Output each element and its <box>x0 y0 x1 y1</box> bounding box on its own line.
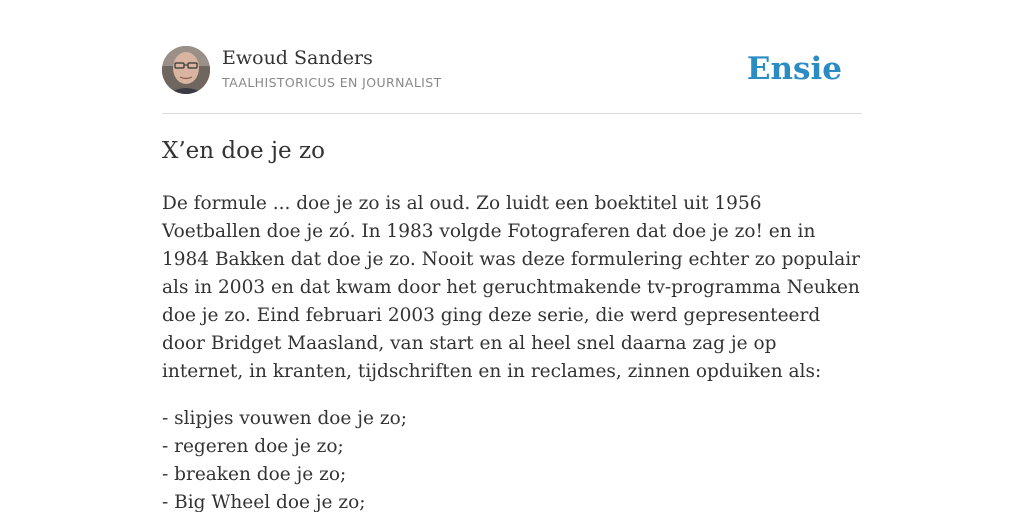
avatar-photo-icon <box>162 46 210 94</box>
list-item: - breaken doe je zo; <box>162 464 347 485</box>
author-role: TAALHISTORICUS EN JOURNALIST <box>222 75 442 90</box>
list-item: - slipjes vouwen doe je zo; <box>162 408 407 429</box>
list-item: - regeren doe je zo; <box>162 436 344 457</box>
author-header <box>162 46 862 96</box>
author-name[interactable]: Ewoud Sanders <box>222 47 373 69</box>
article-list <box>162 405 862 512</box>
article-body <box>162 190 862 512</box>
author-avatar[interactable] <box>162 46 210 94</box>
list-item: - Big Wheel doe je zo; <box>162 492 366 512</box>
header-divider <box>162 113 862 114</box>
brand-logo[interactable]: Ensie <box>746 51 842 87</box>
article-title: X’en doe je zo <box>162 138 325 164</box>
article-paragraph: De formule ... doe je zo is al oud. Zo luidt een boektitel uit 1956 Voetballen doe je zó. In 1983 volgde Fotograferen dat doe je zo! en in 1984 Bakken dat doe je zo. Nooit was deze formulering echter zo populair als in 2003 en dat kwam door het geruchtmakende tv-programma Neuken doe je zo. Eind februari 2003 ging deze serie, die werd gepresenteerd door Bridget Maasland, van start en al heel snel daarna zag je op internet, in kranten, tijdschriften en in reclames, zinnen opduiken als: <box>162 193 861 382</box>
